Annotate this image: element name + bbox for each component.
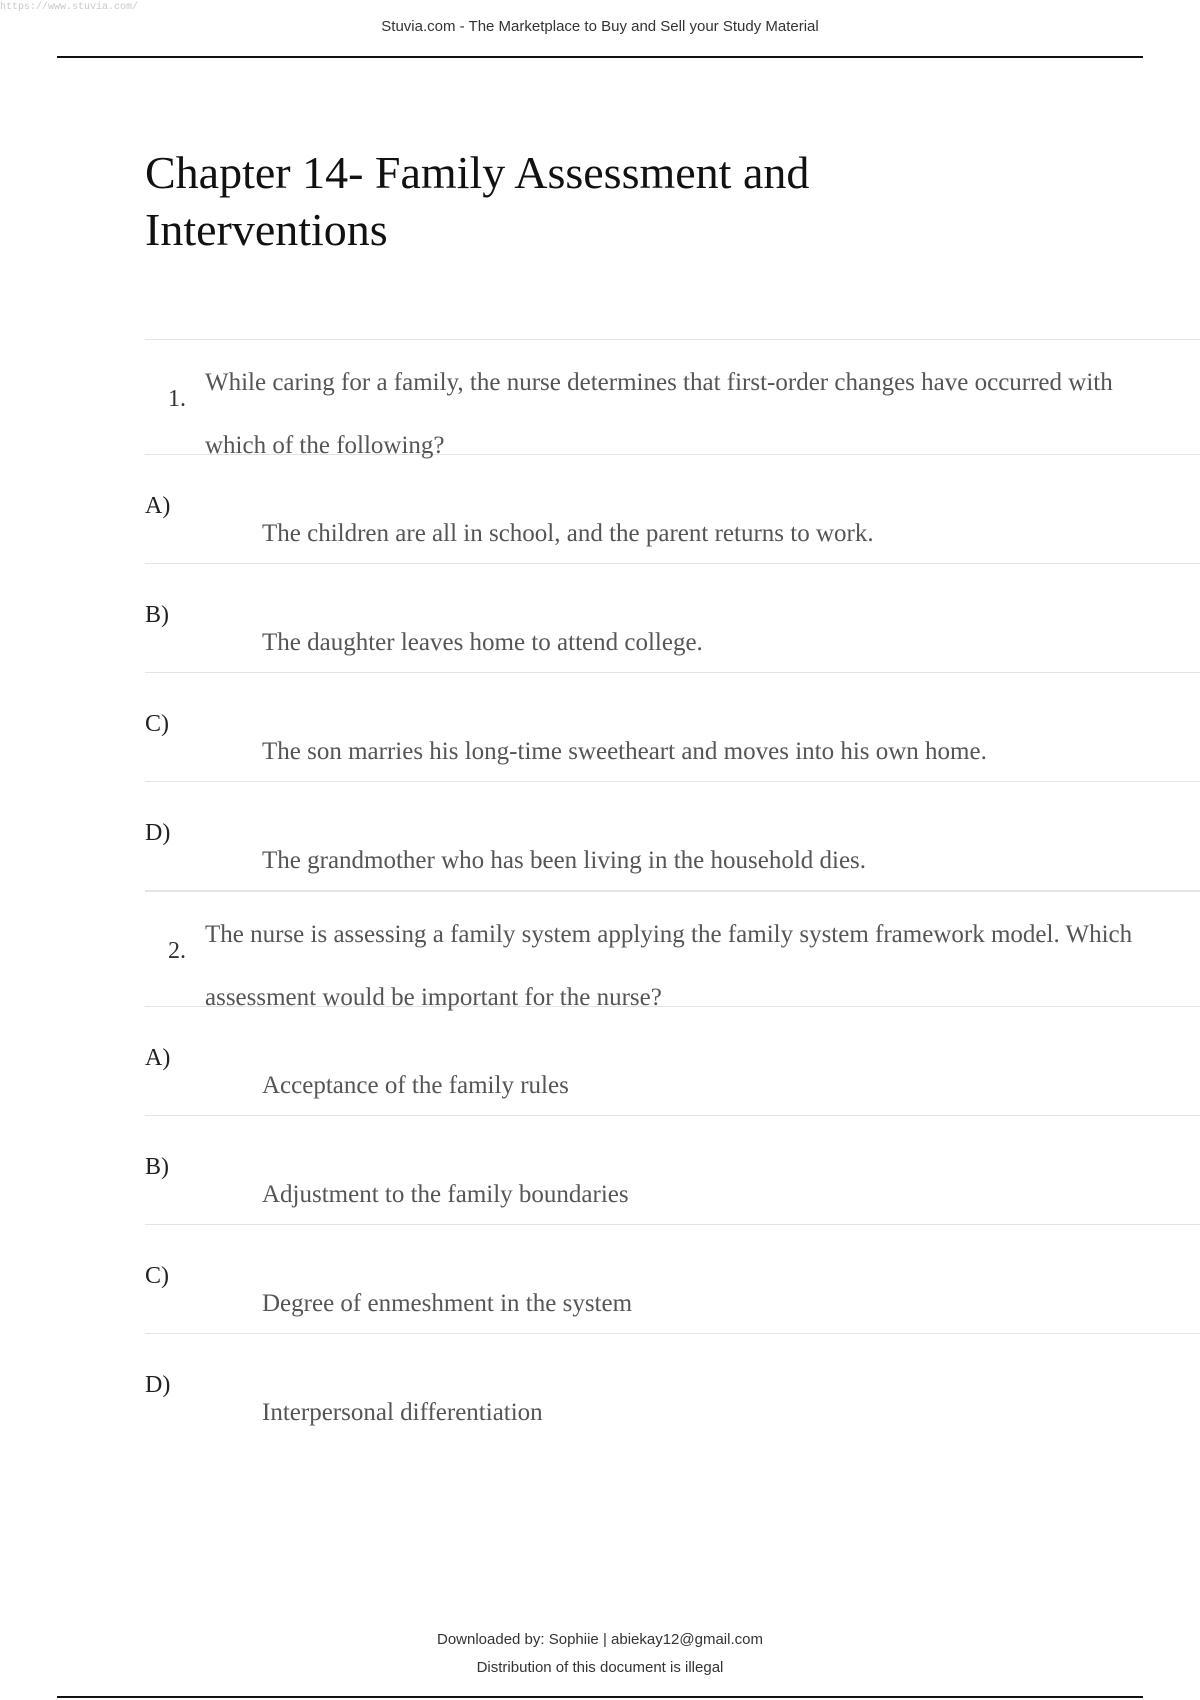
answer-option [145,782,1200,891]
answer-option [145,673,1200,782]
option-letter: B) [145,1154,169,1180]
option-text: Adjustment to the family boundaries [262,1181,629,1208]
footer-downloaded-by: Downloaded by: Sophiie | abiekay12@gmail.com [437,1631,763,1648]
question-number: 2. [168,938,186,964]
option-letter: A) [145,1045,171,1071]
option-letter: A) [145,493,171,519]
option-text: The daughter leaves home to attend college. [262,629,703,656]
question-list [145,339,1200,1443]
answer-option [145,455,1200,564]
option-letter: C) [145,1263,169,1289]
option-text: Degree of enmeshment in the system [262,1290,633,1317]
watermark-url: https://www.stuvia.com/ [0,2,139,13]
option-text: The son marries his long-time sweetheart and moves into his own home. [262,738,987,765]
option-letter: B) [145,602,169,628]
question-number: 1. [168,386,186,412]
answer-option [145,1334,1200,1443]
question-text: While caring for a family, the nurse determines that first-order changes have occurred with which of the following? [205,369,1113,459]
option-text: Interpersonal differentiation [262,1399,543,1426]
option-text: Acceptance of the family rules [262,1072,569,1099]
answer-option [145,1007,1200,1116]
header-divider [57,56,1143,58]
page-title: Chapter 14- Family Assessment and Interventions [145,147,810,255]
answer-option [145,564,1200,673]
option-letter: D) [145,820,171,846]
option-text: The grandmother who has been living in the household dies. [262,847,867,874]
question-text: The nurse is assessing a family system applying the family system framework model. Which assessment would be important for the nurse? [205,921,1133,1011]
footer-distribution-notice: Distribution of this document is illegal [476,1659,724,1676]
footer-divider [57,1696,1143,1698]
answer-option [145,1225,1200,1334]
answer-option [145,1116,1200,1225]
question-1 [145,339,1200,459]
option-letter: D) [145,1372,171,1398]
page-header: Stuvia.com - The Marketplace to Buy and Sell your Study Material [381,18,819,35]
option-text: The children are all in school, and the parent returns to work. [262,520,874,547]
question-2 [145,891,1200,1011]
option-letter: C) [145,711,169,737]
